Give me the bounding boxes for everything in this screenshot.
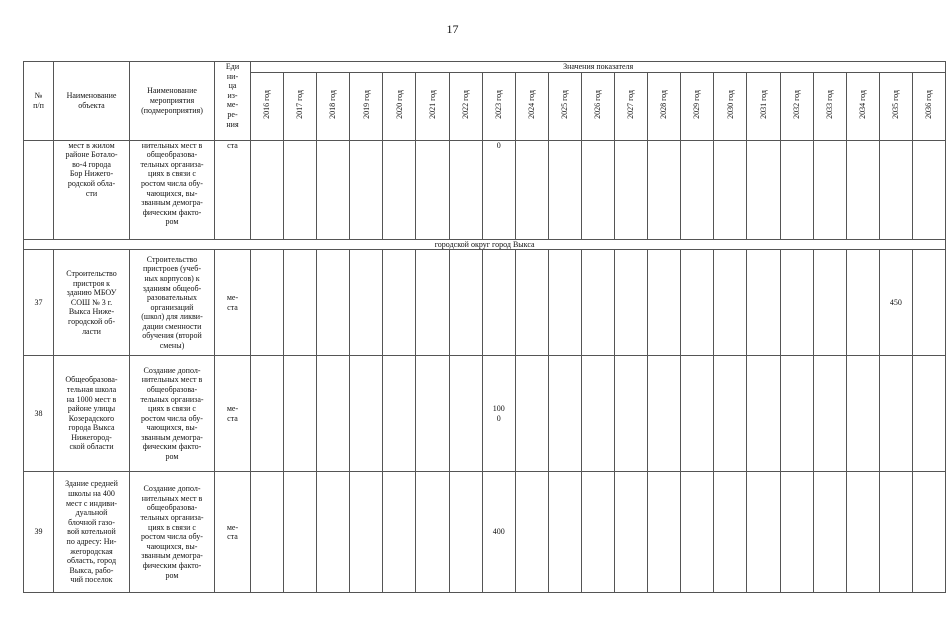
header-year <box>714 72 747 140</box>
value-cell: 400 <box>482 472 515 593</box>
header-year <box>251 72 284 140</box>
value-cell <box>912 250 945 356</box>
table-row <box>24 356 946 472</box>
value-cell <box>648 250 681 356</box>
header-year <box>581 72 614 140</box>
value-cell <box>581 356 614 472</box>
value-cell <box>251 140 284 239</box>
value-cell <box>449 140 482 239</box>
value-cell <box>813 356 846 472</box>
header-year <box>846 72 879 140</box>
value-cell <box>251 250 284 356</box>
header-year-label: 2016 год <box>262 90 272 120</box>
value-cell <box>879 356 912 472</box>
header-unit: Еди ни- ца из- ме- ре- ния <box>215 62 251 141</box>
value-cell <box>383 250 416 356</box>
value-cell <box>615 472 648 593</box>
header-year-label: 2028 год <box>659 90 669 120</box>
value-cell <box>449 250 482 356</box>
value-cell <box>515 472 548 593</box>
value-cell <box>615 250 648 356</box>
header-year-label: 2027 год <box>626 90 636 120</box>
header-year-label: 2025 год <box>560 90 570 120</box>
value-cell <box>383 356 416 472</box>
unit: ме- ста <box>215 472 251 593</box>
header-num: № п/п <box>24 62 54 141</box>
header-year <box>350 72 383 140</box>
value-cell <box>681 472 714 593</box>
header-year <box>383 72 416 140</box>
value-cell <box>912 356 945 472</box>
header-year-label: 2031 год <box>758 90 768 120</box>
value-cell <box>317 356 350 472</box>
header-year <box>780 72 813 140</box>
value-cell <box>482 250 515 356</box>
value-cell <box>747 356 780 472</box>
value-cell <box>879 140 912 239</box>
value-cell <box>350 140 383 239</box>
header-year-label: 2024 год <box>527 90 536 120</box>
header-year-label: 2019 год <box>361 90 371 120</box>
header-object: Наименование объекта <box>54 62 130 141</box>
value-cell <box>714 356 747 472</box>
value-cell <box>780 356 813 472</box>
table-row <box>24 250 946 356</box>
row-number <box>24 140 54 239</box>
value-cell <box>416 356 449 472</box>
value-cell <box>449 472 482 593</box>
value-cell: 450 <box>879 250 912 356</box>
value-cell <box>416 472 449 593</box>
header-year <box>813 72 846 140</box>
value-cell: 100 0 <box>482 356 515 472</box>
page-number: 17 <box>446 22 459 36</box>
value-cell <box>416 250 449 356</box>
measure-name: нительных мест в общеобразова- тельных организа- циях в связи с ростом числа обу- чающихся, вы- званным демогра- фическим факто- ром <box>130 140 215 239</box>
value-cell <box>912 472 945 593</box>
value-cell <box>581 250 614 356</box>
section-title: городской округ город Выкса <box>24 239 946 250</box>
indicator-table <box>23 61 946 593</box>
header-year <box>648 72 681 140</box>
value-cell <box>515 140 548 239</box>
value-cell <box>350 250 383 356</box>
value-cell <box>284 140 317 239</box>
value-cell <box>515 250 548 356</box>
unit: ста <box>215 140 251 239</box>
unit: ме- ста <box>215 356 251 472</box>
value-cell <box>714 250 747 356</box>
row-number: 37 <box>24 250 54 356</box>
value-cell <box>780 140 813 239</box>
value-cell <box>846 472 879 593</box>
measure-name: Создание допол- нительных мест в общеобразова- тельных организа- циях в связи с ростом числа обу- чающихся, вы- званным демогра- фическим факто- ром <box>130 356 215 472</box>
unit: ме- ста <box>215 250 251 356</box>
header-year-label: 2017 год <box>295 90 305 120</box>
value-cell <box>681 356 714 472</box>
value-cell <box>284 250 317 356</box>
value-cell <box>350 356 383 472</box>
section-row <box>24 239 946 250</box>
header-year-label: 2023 год <box>493 90 503 120</box>
row-number: 39 <box>24 472 54 593</box>
object-name: Общеобразова- тельная школа на 1000 мест в районе улицы Козерадского города Выкса Нижегород- ской области <box>54 356 130 472</box>
value-cell <box>813 250 846 356</box>
header-year <box>515 72 548 140</box>
header-year-label: 2030 год <box>725 90 735 120</box>
value-cell <box>615 140 648 239</box>
table-row <box>24 140 946 239</box>
value-cell <box>515 356 548 472</box>
table-row <box>24 472 946 593</box>
header-year-label: 2021 год <box>427 90 437 120</box>
value-cell <box>615 356 648 472</box>
value-cell <box>383 472 416 593</box>
header-year-label: 2022 год <box>460 90 470 120</box>
value-cell <box>284 472 317 593</box>
value-cell <box>350 472 383 593</box>
value-cell <box>747 472 780 593</box>
value-cell <box>548 250 581 356</box>
value-cell <box>648 472 681 593</box>
value-cell <box>449 356 482 472</box>
header-year <box>284 72 317 140</box>
object-name: Строительство пристроя к зданию МБОУ СОШ № 3 г. Выкса Ниже- городской об- ласти <box>54 250 130 356</box>
measure-name: Строительство пристроев (учеб- ных корпусов) к зданиям общеоб- разовательных организаций (школ) для ликви- дации сменности обучения (второй смены) <box>130 250 215 356</box>
value-cell: 0 <box>482 140 515 239</box>
header-year <box>317 72 350 140</box>
header-measure: Наименование мероприятия (подмероприятия) <box>130 62 215 141</box>
value-cell <box>681 250 714 356</box>
header-year <box>548 72 581 140</box>
header-year <box>681 72 714 140</box>
header-year <box>449 72 482 140</box>
object-name: Здание средней школы на 400 мест с индиви- дуальной блочной газо- вой котельной по адресу: Ни- жегородская область, город Выкса, рабо- чий поселок <box>54 472 130 593</box>
header-year <box>879 72 912 140</box>
value-cell <box>813 472 846 593</box>
header-year-label: 2035 год <box>891 90 901 120</box>
value-cell <box>912 140 945 239</box>
value-cell <box>813 140 846 239</box>
header-year-label: 2026 год <box>593 90 603 120</box>
header-year-label: 2020 год <box>394 90 404 120</box>
value-cell <box>317 472 350 593</box>
header-year-label: 2029 год <box>692 90 702 120</box>
value-cell <box>317 140 350 239</box>
value-cell <box>747 140 780 239</box>
header-year <box>747 72 780 140</box>
header-year-label: 2033 год <box>824 90 834 120</box>
value-cell <box>416 140 449 239</box>
measure-name: Создание допол- нительных мест в общеобразова- тельных организа- циях в связи с ростом числа обу- чающихся, вы- званным демогра- фическим факто- ром <box>130 472 215 593</box>
value-cell <box>879 472 912 593</box>
value-cell <box>548 140 581 239</box>
header-year <box>912 72 945 140</box>
header-year-label: 2034 год <box>857 90 867 120</box>
value-cell <box>284 356 317 472</box>
value-cell <box>548 356 581 472</box>
value-cell <box>780 250 813 356</box>
header-values: Значения показателя <box>251 62 946 73</box>
row-number: 38 <box>24 356 54 472</box>
value-cell <box>648 356 681 472</box>
value-cell <box>846 356 879 472</box>
value-cell <box>714 140 747 239</box>
header-year-label: 2036 год <box>924 90 934 120</box>
value-cell <box>648 140 681 239</box>
header-year-label: 2032 год <box>791 90 801 120</box>
value-cell <box>251 356 284 472</box>
value-cell <box>747 250 780 356</box>
value-cell <box>581 472 614 593</box>
header-year <box>416 72 449 140</box>
value-cell <box>846 250 879 356</box>
value-cell <box>548 472 581 593</box>
value-cell <box>317 250 350 356</box>
header-year <box>615 72 648 140</box>
object-name: мест в жилом районе Ботало- во-4 города Бор Нижего- родской обла- сти <box>54 140 130 239</box>
value-cell <box>714 472 747 593</box>
header-year <box>482 72 515 140</box>
header-year-label: 2018 год <box>328 90 338 120</box>
value-cell <box>846 140 879 239</box>
value-cell <box>581 140 614 239</box>
value-cell <box>383 140 416 239</box>
value-cell <box>681 140 714 239</box>
value-cell <box>780 472 813 593</box>
value-cell <box>251 472 284 593</box>
